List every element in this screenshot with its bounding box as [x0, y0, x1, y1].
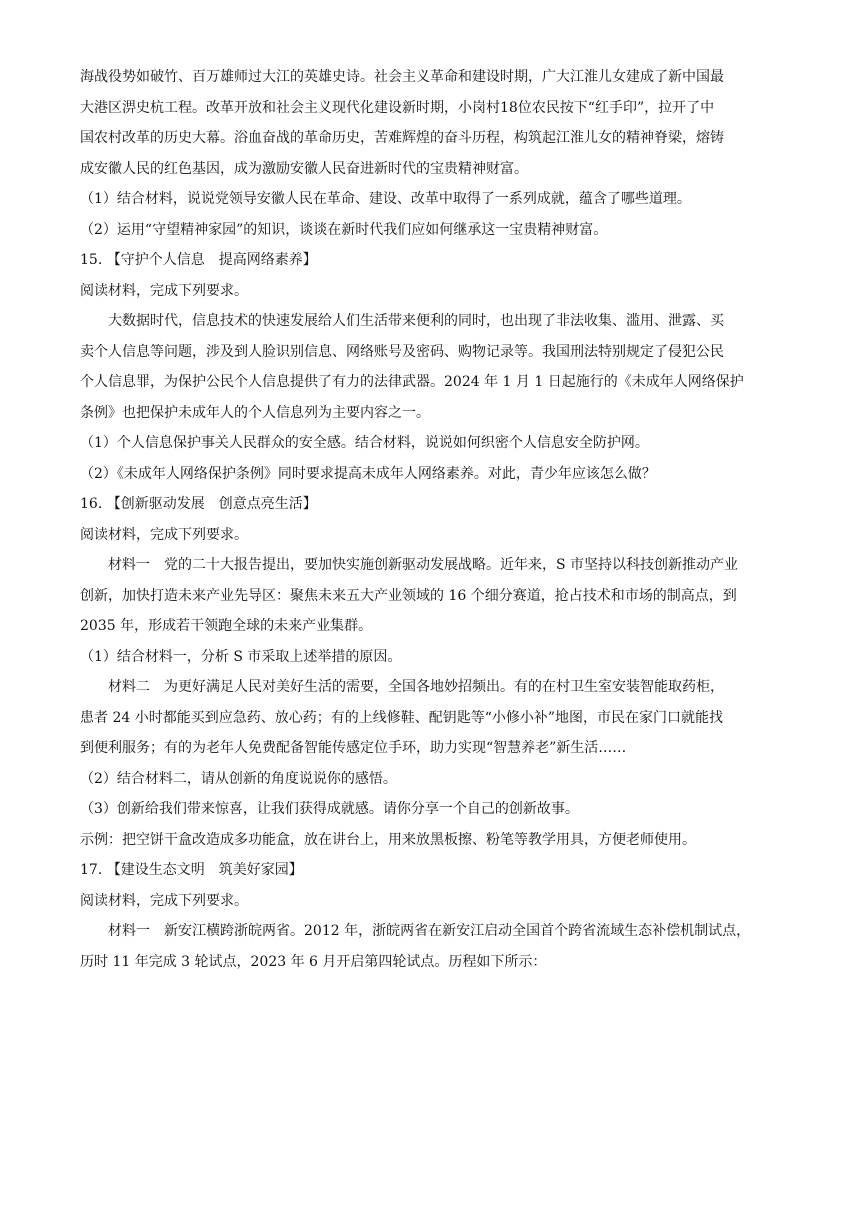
paragraph-line: 大港区淠史杭工程。改革开放和社会主义现代化建设新时期，小岗村18位农民按下“红手印”，拉开了中	[80, 99, 715, 116]
material-line: 2035 年，形成若干领跑全球的未来产业集群。	[80, 618, 373, 634]
sub-question: （2）结合材料二，请从创新的角度说说你的感悟。	[80, 770, 397, 787]
material-line: 患者 24 小时都能买到应急药、放心药；有的上线修鞋、配钥匙等“小修小补”地图，市民在家门口就能找	[80, 709, 724, 726]
instruction: 阅读材料，完成下列要求。	[80, 526, 248, 543]
material-line: 材料一 党的二十大报告提出，要加快实施创新驱动发展战略。近年来，S 市坚持以科技创新推动产业	[108, 557, 739, 573]
exam-page	[80, 62, 785, 977]
instruction: 阅读材料，完成下列要求。	[80, 892, 248, 909]
paragraph-line: 卖个人信息等问题，涉及到人脸识别信息、网络账号及密码、购物记录等。我国刑法特别规定了侵犯公民	[80, 343, 724, 360]
material-line: 材料一 新安江横跨浙皖两省。2012 年，浙皖两省在新安江启动全国首个跨省流域生态补偿机制试点，	[108, 923, 751, 939]
paragraph-line: 条例》也把保护未成年人的个人信息列为主要内容之一。	[80, 404, 430, 421]
material-line: 历时 11 年完成 3 轮试点，2023 年 6 月开启第四轮试点。历程如下所示：	[80, 953, 547, 970]
sub-question: （2）《未成年人网络保护条例》同时要求提高未成年人网络素养。对此，青少年应该怎么做？	[80, 465, 656, 482]
sub-question: （1）结合材料一，分析 S 市采取上述举措的原因。	[80, 648, 402, 665]
paragraph-line: 成安徽人民的红色基因，成为激励安徽人民奋进新时代的宝贵精神财富。	[80, 160, 528, 177]
question-15	[80, 245, 785, 489]
sub-question: （2）运用“守望精神家园”的知识，谈谈在新时代我们应如何继承这一宝贵精神财富。	[80, 221, 608, 238]
example-text: 示例：把空饼干盒改造成多功能盒，放在讲台上，用来放黑板擦、粉笔等教学用具，方便老师使用。	[80, 831, 696, 848]
sub-question: （3）创新给我们带来惊喜，让我们获得成就感。请你分享一个自己的创新故事。	[80, 801, 579, 817]
material-line: 创新，加快打造未来产业先导区：聚焦未来五大产业领域的 16 个细分赛道，抢占技术和市场的制高点，到	[80, 587, 737, 604]
sub-question: （1）个人信息保护事关人民群众的安全感。结合材料，说说如何织密个人信息安全防护网。	[80, 435, 649, 451]
sub-question: （1）结合材料，说说党领导安徽人民在革命、建设、改革中取得了一系列成就，蕴含了哪些道理。	[80, 191, 691, 207]
paragraph-line: 个人信息罪，为保护公民个人信息提供了有力的法律武器。2024 年 1 月 1 日起施行的《未成年人网络保护	[80, 374, 744, 390]
paragraph-line: 国农村改革的历史大幕。浴血奋战的革命历史，苦难辉煌的奋斗历程，构筑起江淮儿女的精神脊梁，熔铸	[80, 130, 724, 146]
material-line: 材料二 为更好满足人民对美好生活的需要，全国各地妙招频出。有的在村卫生室安装智能取药柜，	[108, 679, 724, 695]
paragraph-line: 大数据时代，信息技术的快速发展给人们生活带来便利的同时，也出现了非法收集、滥用、泄露、买	[108, 313, 724, 329]
question-16	[80, 489, 785, 855]
question-title: 17. 【建设生态文明 筑美好家园】	[80, 862, 303, 878]
question-17	[80, 855, 785, 977]
question-title: 15. 【守护个人信息 提高网络素养】	[80, 252, 317, 268]
material-line: 到便利服务；有的为老年人免费配备智能传感定位手环，助力实现“智慧养老”新生活……	[80, 740, 627, 756]
instruction: 阅读材料，完成下列要求。	[80, 282, 248, 299]
question-14-continuation	[80, 62, 785, 245]
paragraph-line: 海战役势如破竹、百万雄师过大江的英雄史诗。社会主义革命和建设时期，广大江淮儿女建成了新中国最	[80, 69, 724, 85]
question-title: 16. 【创新驱动发展 创意点亮生活】	[80, 496, 317, 512]
